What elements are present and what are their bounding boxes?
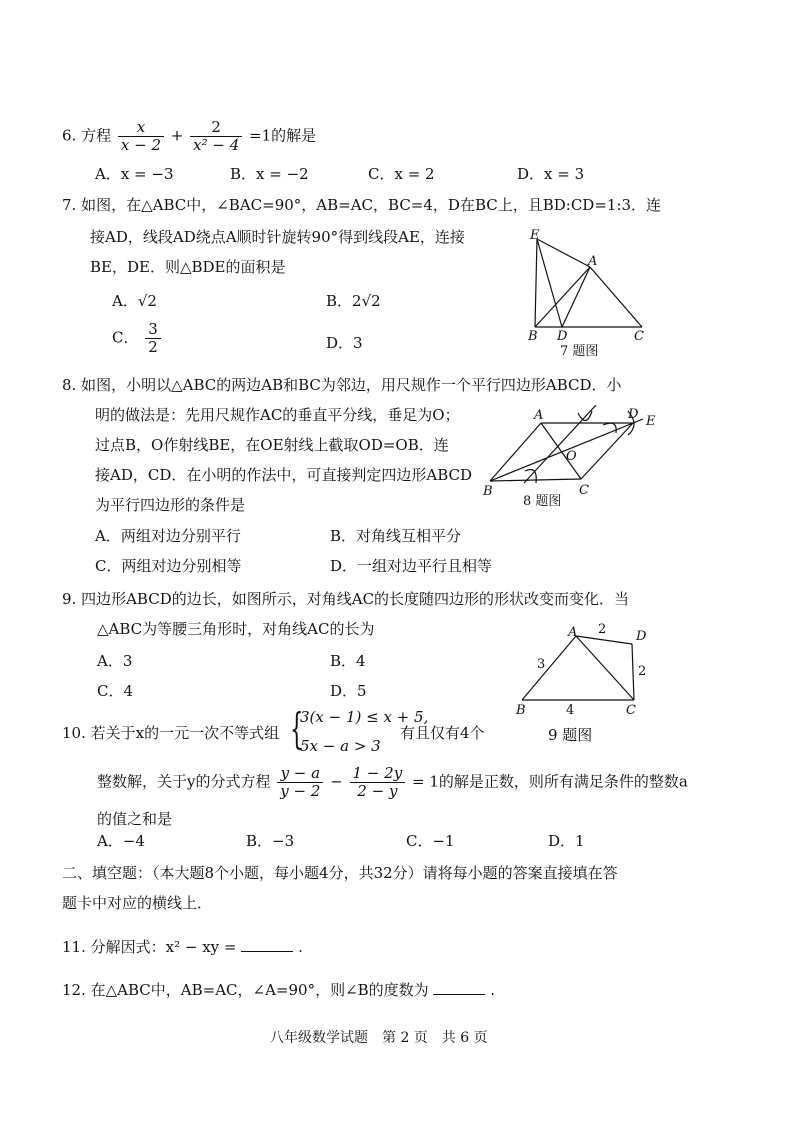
- q6-option-c: C．x = 2: [368, 165, 435, 183]
- q8-line1-text: 如图，小明以△ABC的两边AB和BC为邻边，用尺规作一个平行四边形ABCD．小: [81, 376, 622, 394]
- q10-frac2-den: 2 − y: [357, 782, 398, 800]
- q8-label-d: D: [628, 407, 639, 422]
- q10-tail: 有且仅有4个: [400, 724, 485, 742]
- q9-line2: △ABC为等腰三角形时，对角线AC的长为: [97, 620, 375, 638]
- q7-line3: BE，DE．则△BDE的面积是: [90, 258, 286, 276]
- q10-line3: 的值之和是: [97, 810, 173, 828]
- q6-frac1-den: x − 2: [120, 136, 161, 154]
- q9-figure: [510, 620, 660, 720]
- q9-option-c: C．4: [97, 682, 134, 700]
- q8-line5: 为平行四边形的条件是: [95, 496, 246, 514]
- q6-option-d: D．x = 3: [517, 165, 585, 183]
- q10-brace: {: [290, 704, 304, 753]
- q8-option-b: B．对角线互相平分: [330, 527, 462, 545]
- q9-length-dc: 2: [638, 664, 647, 679]
- q10-number: 10.: [62, 724, 86, 742]
- q10-lead: [62, 722, 279, 743]
- q9-edge-ac: [576, 636, 634, 700]
- q7-option-b: B．2√2: [326, 292, 381, 310]
- section2-heading: 二、填空题：（本大题8个小题，每小题4分，共32分）请将每小题的答案直接填在答: [62, 864, 618, 882]
- q8-label-b: B: [483, 484, 493, 499]
- q10-frac1-den: y − 2: [280, 782, 321, 800]
- q7-option-c-den: 2: [148, 338, 158, 356]
- q10-line2-lead: 整数解，关于y的分式方程: [97, 772, 271, 791]
- q7-label-c: C: [634, 329, 644, 344]
- q9-line1-text: 四边形ABCD的边长，如图所示，对角线AC的长度随四边形的形状改变而变化．当: [81, 590, 630, 608]
- q10-inequality-1: 3(x − 1) ≤ x + 5,: [300, 708, 429, 726]
- q6-option-b: B．x = −2: [230, 165, 309, 183]
- q6-frac2-num: 2: [190, 119, 242, 137]
- q6-frac2-den: x² − 4: [193, 136, 240, 154]
- q11: [62, 936, 303, 957]
- q10-fraction-2: [350, 765, 406, 800]
- q7-edge-ac: [590, 267, 642, 327]
- q9-label-d: D: [636, 629, 647, 644]
- q10-frac1-num: y − a: [277, 765, 323, 783]
- q8-edge-cd: [581, 423, 633, 479]
- q9-edge-ab: [522, 636, 576, 700]
- q7-edge-ab: [535, 267, 590, 327]
- q6-number: 6.: [62, 126, 77, 145]
- q9-length-ab: 3: [537, 657, 546, 672]
- q8-line3: 过点B，O作射线BE，在OE射线上截取OD=OB．连: [95, 436, 449, 454]
- q9-edge-dc: [632, 644, 634, 700]
- q8-option-d: D．一组对边平行且相等: [330, 557, 493, 575]
- q7-option-c-label: C．: [112, 328, 139, 347]
- q12-answer-blank[interactable]: [433, 980, 485, 995]
- q10-option-a: A．−4: [97, 832, 145, 850]
- q10-line2-tail: = 1的解是正数，则所有满足条件的整数a: [411, 772, 688, 791]
- q8-edge-bc: [490, 479, 581, 481]
- q7-edge-eb: [535, 239, 537, 327]
- q10-fraction-1: [277, 765, 323, 800]
- q6-option-a: A．x = −3: [95, 165, 174, 183]
- q7-label-b: B: [528, 329, 538, 344]
- q8-label-o: O: [566, 449, 577, 464]
- q9-line1: [62, 588, 629, 609]
- q9-label-a: A: [568, 625, 578, 640]
- q8-figure: [478, 405, 668, 513]
- page-footer: 八年级数学试题 第 2 页 共 6 页: [270, 1030, 488, 1046]
- q9-option-b: B．4: [330, 652, 366, 670]
- q10-option-b: B．−3: [246, 832, 295, 850]
- q8-arc-4: [603, 423, 616, 433]
- q6-fraction-2: [190, 119, 242, 154]
- q11-end: .: [298, 938, 303, 956]
- q8-label-a: A: [534, 408, 544, 423]
- q9-option-a: A．3: [97, 652, 133, 670]
- q9-label-b: B: [516, 703, 526, 718]
- q6-lead: 方程: [81, 126, 112, 145]
- q7-edge-ed: [537, 239, 562, 327]
- q8-line1: [62, 374, 622, 395]
- q8-label-e: E: [646, 414, 656, 429]
- section2-heading-cont: 题卡中对应的横线上．: [62, 894, 213, 912]
- q11-text: 分解因式：x² − xy =: [90, 938, 237, 956]
- q8-line2: 明的做法是：先用尺规作AC的垂直平分线，垂足为O；: [95, 406, 460, 424]
- q7-number: 7.: [62, 196, 77, 214]
- q10-option-c: C．−1: [406, 832, 455, 850]
- q7-line1-text: 如图，在△ABC中，∠BAC=90°，AB=AC，BC=4，D在BC上，且BD:CD=1:3．连: [81, 196, 662, 214]
- q6-plus: +: [170, 126, 184, 145]
- q9-label-c: C: [626, 703, 636, 718]
- q7-option-a: A．√2: [112, 292, 157, 310]
- q12-text: 在△ABC中，AB=AC，∠A=90°，则∠B的度数为: [90, 981, 429, 999]
- q8-number: 8.: [62, 376, 77, 394]
- q12-end: .: [490, 981, 496, 999]
- q8-option-c: C．两组对边分别相等: [95, 557, 242, 575]
- q10-line2: [97, 765, 688, 800]
- q10-option-d: D．1: [548, 832, 585, 850]
- q7-option-c-fraction: [145, 321, 161, 356]
- q7-caption: 7 题图: [560, 344, 599, 359]
- q6-fraction-1: [118, 119, 164, 154]
- q7-option-c: [112, 321, 163, 356]
- q9-edge-ad: [576, 636, 632, 644]
- q6-frac1-num: x: [118, 119, 164, 137]
- q10-minus: −: [330, 772, 343, 791]
- q7-edge-ea: [537, 239, 590, 267]
- q10-frac2-num: 1 − 2y: [350, 765, 406, 783]
- q8-option-a: A．两组对边分别平行: [95, 527, 241, 545]
- q9-length-ad: 2: [598, 622, 607, 637]
- q12-number: 12.: [62, 981, 86, 999]
- q11-number: 11.: [62, 938, 86, 956]
- q9-length-bc: 4: [566, 703, 575, 718]
- q7-label-e: E: [530, 228, 540, 243]
- q10-lead-text: 若关于x的一元一次不等式组: [90, 724, 280, 742]
- q6-tail: =1的解是: [249, 126, 317, 145]
- q10-fig-caption: 9 题图: [548, 726, 593, 744]
- q8-label-c: C: [579, 483, 589, 498]
- q7-label-a: A: [588, 254, 598, 269]
- q9-number: 9.: [62, 590, 77, 608]
- q11-answer-blank[interactable]: [241, 937, 293, 952]
- q7-edge-ad: [562, 267, 590, 327]
- q7-option-d: D．3: [326, 334, 363, 352]
- q7-option-c-num: 3: [145, 321, 161, 339]
- q7-label-d: D: [557, 329, 568, 344]
- q7-line1: [62, 194, 661, 215]
- q9-option-d: D．5: [330, 682, 367, 700]
- q6-stem: [62, 119, 316, 154]
- q8-caption: 8 题图: [523, 494, 562, 509]
- q10-inequality-2: 5x − a > 3: [300, 737, 381, 755]
- q12: [62, 979, 495, 1000]
- q8-line4: 接AD，CD．在小明的作法中，可直接判定四边形ABCD: [95, 466, 473, 484]
- q7-figure: [520, 225, 660, 360]
- q7-line2: 接AD，线段AD绕点A顺时针旋转90°得到线段AE，连接: [90, 228, 465, 246]
